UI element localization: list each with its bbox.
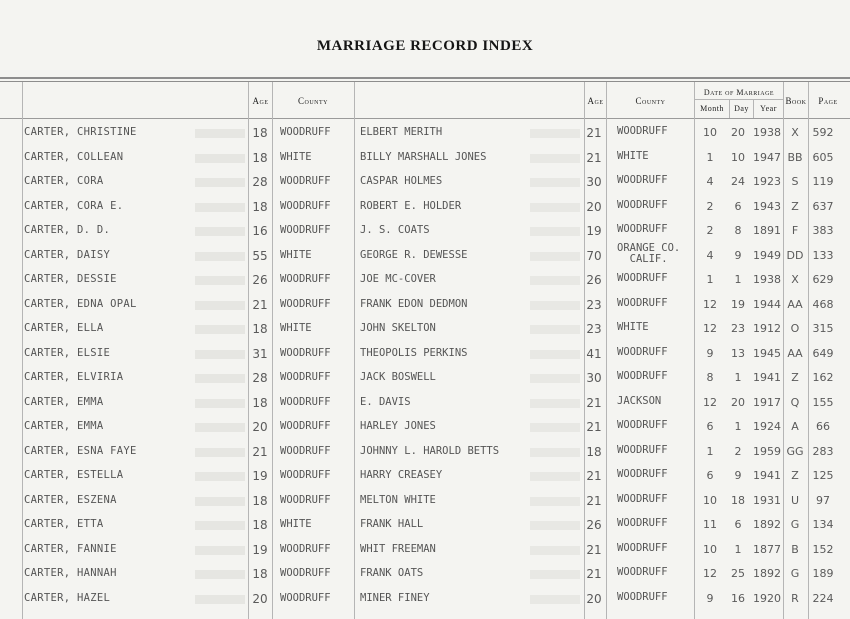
header-month: Month [700,104,724,113]
table-row [0,396,850,420]
groom-name: CASPAR HOLMES [360,175,443,187]
bride-age: 21 [252,297,268,312]
book-number: GG [786,444,804,458]
marriage-year: 1892 [753,567,781,580]
bride-age: 18 [252,322,268,336]
marriage-year: 1920 [753,591,781,605]
header-day: Day [734,104,749,113]
groom-age: 26 [586,518,602,532]
faded-bleed-through [195,178,245,187]
bride-age: 18 [252,150,268,165]
marriage-month: 9 [706,346,714,360]
book-number: Z [791,469,799,482]
marriage-month: 12 [703,567,717,580]
table-row [0,241,850,273]
groom-age: 19 [586,224,602,238]
book-number: X [791,126,799,139]
groom-county: WOODRUFF [617,419,668,431]
table-row [0,518,850,542]
marriage-month: 10 [703,126,717,139]
table-row [0,371,850,395]
groom-age: 21 [586,126,602,140]
marriage-day: 6 [734,199,742,213]
faded-bleed-through [195,374,245,383]
groom-county: WOODRUFF [617,296,668,309]
faded-bleed-through [530,129,580,138]
marriage-year: 1892 [753,518,781,531]
bride-name: CARTER, ETTA [24,518,104,530]
marriage-year: 1938 [753,126,781,139]
bride-name: CARTER, EMMA [24,420,104,432]
bride-name: CARTER, ELLA [24,322,104,334]
groom-county: WOODRUFF [617,492,668,505]
bride-age: 18 [252,567,268,581]
bride-age: 20 [252,591,268,606]
groom-name: FRANK EDON DEDMON [360,297,468,310]
groom-county: WOODRUFF [617,541,668,554]
book-number: DD [786,248,804,262]
faded-bleed-through [530,448,580,457]
faded-bleed-through [195,570,245,579]
bride-county: WOODRUFF [280,175,331,187]
page-number: 637 [812,199,834,213]
faded-bleed-through [195,325,245,334]
book-number: O [790,322,800,335]
groom-county: ORANGE CO. CALIF. [617,241,681,265]
faded-bleed-through [530,301,580,310]
marriage-month: 9 [706,591,714,605]
marriage-month: 4 [706,175,714,188]
groom-name: WHIT FREEMAN [360,542,436,555]
table-row [0,445,850,469]
bride-age: 18 [252,199,268,214]
faded-bleed-through [530,595,580,604]
bride-county: WOODRUFF [280,224,331,236]
table-row [0,273,850,297]
book-number: BB [787,150,803,164]
marriage-month: 11 [703,518,717,531]
groom-county: WOODRUFF [617,223,668,235]
marriage-year: 1923 [753,175,781,188]
bride-age: 21 [252,444,268,459]
book-number: AA [787,297,803,311]
groom-name: FRANK HALL [360,518,424,530]
bride-county: WOODRUFF [280,273,331,285]
marriage-day: 20 [731,395,745,409]
page-title: MARRIAGE RECORD INDEX [316,38,534,54]
book-number: S [791,175,799,188]
bride-age: 55 [252,248,268,263]
groom-name: JACK BOSWELL [360,371,436,383]
marriage-day: 10 [731,150,745,164]
bride-county: WOODRUFF [280,346,331,359]
marriage-year: 1891 [753,224,781,237]
marriage-month: 6 [706,469,714,482]
groom-county: WOODRUFF [617,370,668,382]
header-groom-age: Age [587,96,604,106]
marriage-day: 25 [731,567,745,580]
bride-name: CARTER, HANNAH [24,567,117,579]
bride-age: 18 [252,395,268,410]
groom-age: 21 [586,395,602,410]
groom-county: WOODRUFF [617,272,668,284]
bride-name: CARTER, CORA E. [24,199,124,212]
marriage-day: 23 [731,322,745,335]
faded-bleed-through [195,129,245,138]
page-number: 152 [812,542,834,556]
faded-bleed-through [530,276,580,285]
faded-bleed-through [530,178,580,187]
bride-name: CARTER, HAZEL [24,591,111,604]
marriage-year: 1944 [753,297,781,311]
groom-age: 18 [586,444,602,459]
marriage-year: 1877 [753,542,781,556]
header-date-of-marriage: Date of Marriage [703,88,775,97]
bride-age: 28 [252,175,268,189]
page-number: 125 [812,469,834,482]
marriage-day: 18 [731,493,745,507]
groom-age: 21 [586,493,602,508]
bride-name: CARTER, DAISY [24,248,111,261]
bride-name: CARTER, CHRISTINE [24,126,137,138]
page-number: 629 [812,273,834,286]
groom-county: WHITE [617,149,649,162]
table-row [0,592,850,616]
bride-county: WHITE [280,248,312,261]
bride-name: CARTER, EMMA [24,395,104,408]
marriage-day: 8 [734,224,742,237]
page-number: 605 [812,150,834,164]
marriage-month: 12 [703,395,717,409]
marriage-year: 1931 [753,493,781,507]
groom-county: WOODRUFF [617,174,668,186]
groom-name: MINER FINEY [360,591,430,604]
bride-county: WOODRUFF [280,493,331,506]
marriage-month: 4 [706,248,714,262]
bride-name: CARTER, ELVIRIA [24,371,124,383]
groom-name: ROBERT E. HOLDER [360,199,462,212]
bride-county: WOODRUFF [280,444,331,457]
bride-age: 19 [252,542,268,557]
marriage-year: 1941 [753,469,781,482]
faded-bleed-through [530,521,580,530]
bride-age: 20 [252,420,268,434]
groom-name: E. DAVIS [360,395,411,408]
groom-age: 30 [586,175,602,189]
groom-name: FRANK OATS [360,567,424,579]
page-number: 162 [812,371,834,384]
bride-age: 18 [252,493,268,508]
faded-bleed-through [530,374,580,383]
page-number: 119 [812,175,834,188]
book-number: X [791,273,799,286]
groom-county: JACKSON [617,394,662,407]
page-number: 97 [816,493,830,507]
groom-age: 21 [586,420,602,434]
groom-age: 23 [586,297,602,312]
bride-county: WOODRUFF [280,126,331,138]
marriage-year: 1945 [753,346,781,360]
header-bottom-rule [0,118,850,119]
groom-age: 41 [586,346,602,361]
table-row [0,494,850,518]
header-county: County [298,96,328,106]
bride-age: 28 [252,371,268,385]
groom-age: 21 [586,469,602,483]
groom-county: WOODRUFF [617,468,668,480]
faded-bleed-through [195,399,245,408]
faded-bleed-through [195,423,245,432]
book-number: B [791,542,799,556]
groom-county: WHITE [617,321,649,333]
groom-name: JOHN SKELTON [360,322,436,334]
table-row [0,469,850,493]
header-top-rule-inner [0,81,850,82]
faded-bleed-through [530,350,580,359]
header-year: Year [760,104,777,113]
groom-age: 30 [586,371,602,385]
faded-bleed-through [530,227,580,236]
header-top-rule [0,77,850,79]
groom-county: WOODRUFF [617,125,668,137]
bride-name: CARTER, CORA [24,175,104,187]
faded-bleed-through [195,252,245,261]
bride-county: WOODRUFF [280,591,331,604]
table-row [0,224,850,248]
groom-age: 20 [586,591,602,606]
faded-bleed-through [530,399,580,408]
groom-name: HARRY CREASEY [360,469,443,481]
book-number: U [790,493,800,507]
bride-county: WOODRUFF [280,469,331,481]
groom-county: WOODRUFF [617,198,668,211]
faded-bleed-through [530,570,580,579]
faded-bleed-through [530,423,580,432]
marriage-month: 1 [706,444,714,458]
marriage-year: 1912 [753,322,781,335]
groom-name: GEORGE R. DEWESSE [360,248,468,261]
bride-age: 18 [252,518,268,532]
page-number: 66 [816,420,830,433]
groom-county: WOODRUFF [617,345,668,358]
bride-name: CARTER, ESZENA [24,493,117,506]
book-number: R [791,591,799,605]
bride-county: WOODRUFF [280,199,331,212]
book-number: F [791,224,799,237]
marriage-year: 1917 [753,395,781,409]
bride-county: WHITE [280,150,312,163]
table-row [0,543,850,567]
marriage-month: 1 [706,150,714,164]
marriage-month: 10 [703,542,717,556]
marriage-year: 1941 [753,371,781,384]
table-row [0,175,850,199]
faded-bleed-through [195,350,245,359]
date-header-divider [694,99,783,100]
marriage-year: 1924 [753,420,781,433]
bride-name: CARTER, EDNA OPAL [24,297,137,310]
groom-age: 26 [586,273,602,287]
marriage-month: 10 [703,493,717,507]
table-row [0,151,850,175]
marriage-year: 1949 [753,248,781,262]
groom-name: THEOPOLIS PERKINS [360,346,468,359]
faded-bleed-through [530,252,580,261]
bride-name: CARTER, ESNA FAYE [24,444,137,457]
page-number: 224 [812,591,834,605]
groom-name: J. S. COATS [360,224,430,236]
bride-county: WOODRUFF [280,542,331,555]
groom-age: 21 [586,567,602,581]
marriage-month: 2 [706,199,714,213]
table-row [0,200,850,224]
faded-bleed-through [195,546,245,555]
groom-age: 70 [586,248,602,263]
marriage-day: 1 [734,371,742,384]
marriage-day: 2 [734,444,742,458]
bride-name: CARTER, ESTELLA [24,469,124,481]
book-number: AA [787,346,803,360]
header-book: Book [785,96,807,106]
faded-bleed-through [195,448,245,457]
faded-bleed-through [530,203,580,212]
bride-county: WOODRUFF [280,567,331,579]
book-number: Q [790,395,800,409]
marriage-month: 8 [706,371,714,384]
marriage-year: 1947 [753,150,781,164]
bride-county: WHITE [280,518,312,530]
page-number: 133 [812,248,834,262]
bride-age: 19 [252,469,268,483]
faded-bleed-through [195,154,245,163]
bride-age: 31 [252,346,268,361]
marriage-day: 20 [731,126,745,139]
marriage-month: 2 [706,224,714,237]
header-age: Age [252,96,269,106]
groom-name: JOE MC-COVER [360,273,436,285]
table-row [0,126,850,150]
bride-age: 18 [252,126,268,140]
header-page: Page [818,96,838,106]
bride-name: CARTER, DESSIE [24,273,117,285]
marriage-year: 1943 [753,199,781,213]
groom-name: HARLEY JONES [360,420,436,432]
page-number: 189 [812,567,834,580]
marriage-day: 9 [734,469,742,482]
groom-age: 23 [586,322,602,336]
faded-bleed-through [195,595,245,604]
bride-county: WOODRUFF [280,395,331,408]
groom-county: WOODRUFF [617,443,668,456]
marriage-day: 9 [734,248,742,262]
groom-age: 21 [586,150,602,165]
marriage-day: 1 [734,273,742,286]
book-number: G [790,567,800,580]
groom-age: 20 [586,199,602,214]
groom-county: WOODRUFF [617,517,668,529]
page-number: 383 [812,224,834,237]
header-groom-county: County [635,96,666,106]
table-row [0,420,850,444]
bride-county: WOODRUFF [280,420,331,432]
faded-bleed-through [530,472,580,481]
table-row [0,298,850,322]
bride-name: CARTER, FANNIE [24,542,117,555]
marriage-month: 6 [706,420,714,433]
marriage-day: 1 [734,420,742,433]
book-number: G [790,518,800,531]
bride-county: WOODRUFF [280,297,331,310]
faded-bleed-through [530,154,580,163]
faded-bleed-through [530,497,580,506]
marriage-day: 6 [734,518,742,531]
page-number: 315 [812,322,834,335]
table-row [0,322,850,346]
bride-name: CARTER, ELSIE [24,346,111,359]
groom-name: BILLY MARSHALL JONES [360,150,487,163]
page-number: 468 [812,297,834,311]
marriage-year: 1959 [753,444,781,458]
faded-bleed-through [195,472,245,481]
faded-bleed-through [195,203,245,212]
groom-name: ELBERT MERITH [360,126,443,138]
bride-name: CARTER, D. D. [24,224,111,236]
groom-name: JOHNNY L. HAROLD BETTS [360,444,500,457]
groom-age: 21 [586,542,602,557]
marriage-day: 16 [731,591,745,605]
groom-county: WOODRUFF [617,566,668,578]
bride-name: CARTER, COLLEAN [24,150,124,163]
marriage-month: 12 [703,322,717,335]
page-number: 592 [812,126,834,139]
page-number: 649 [812,346,834,360]
marriage-day: 13 [731,346,745,360]
book-number: A [791,420,799,433]
faded-bleed-through [195,276,245,285]
marriage-day: 24 [731,175,745,188]
bride-age: 16 [252,224,268,238]
faded-bleed-through [530,546,580,555]
table-row [0,347,850,371]
page-number: 283 [812,444,834,458]
bride-county: WOODRUFF [280,371,331,383]
faded-bleed-through [195,521,245,530]
table-row [0,567,850,591]
faded-bleed-through [530,325,580,334]
page-number: 155 [812,395,834,409]
groom-name: MELTON WHITE [360,493,436,506]
bride-county: WHITE [280,322,312,334]
marriage-day: 1 [734,542,742,556]
marriage-day: 19 [731,297,745,311]
page-number: 134 [812,518,834,531]
marriage-month: 1 [706,273,714,286]
marriage-year: 1938 [753,273,781,286]
book-number: Z [791,199,799,213]
faded-bleed-through [195,227,245,236]
book-number: Z [791,371,799,384]
marriage-month: 12 [703,297,717,311]
faded-bleed-through [195,497,245,506]
groom-county: WOODRUFF [617,590,668,603]
bride-age: 26 [252,273,268,287]
faded-bleed-through [195,301,245,310]
